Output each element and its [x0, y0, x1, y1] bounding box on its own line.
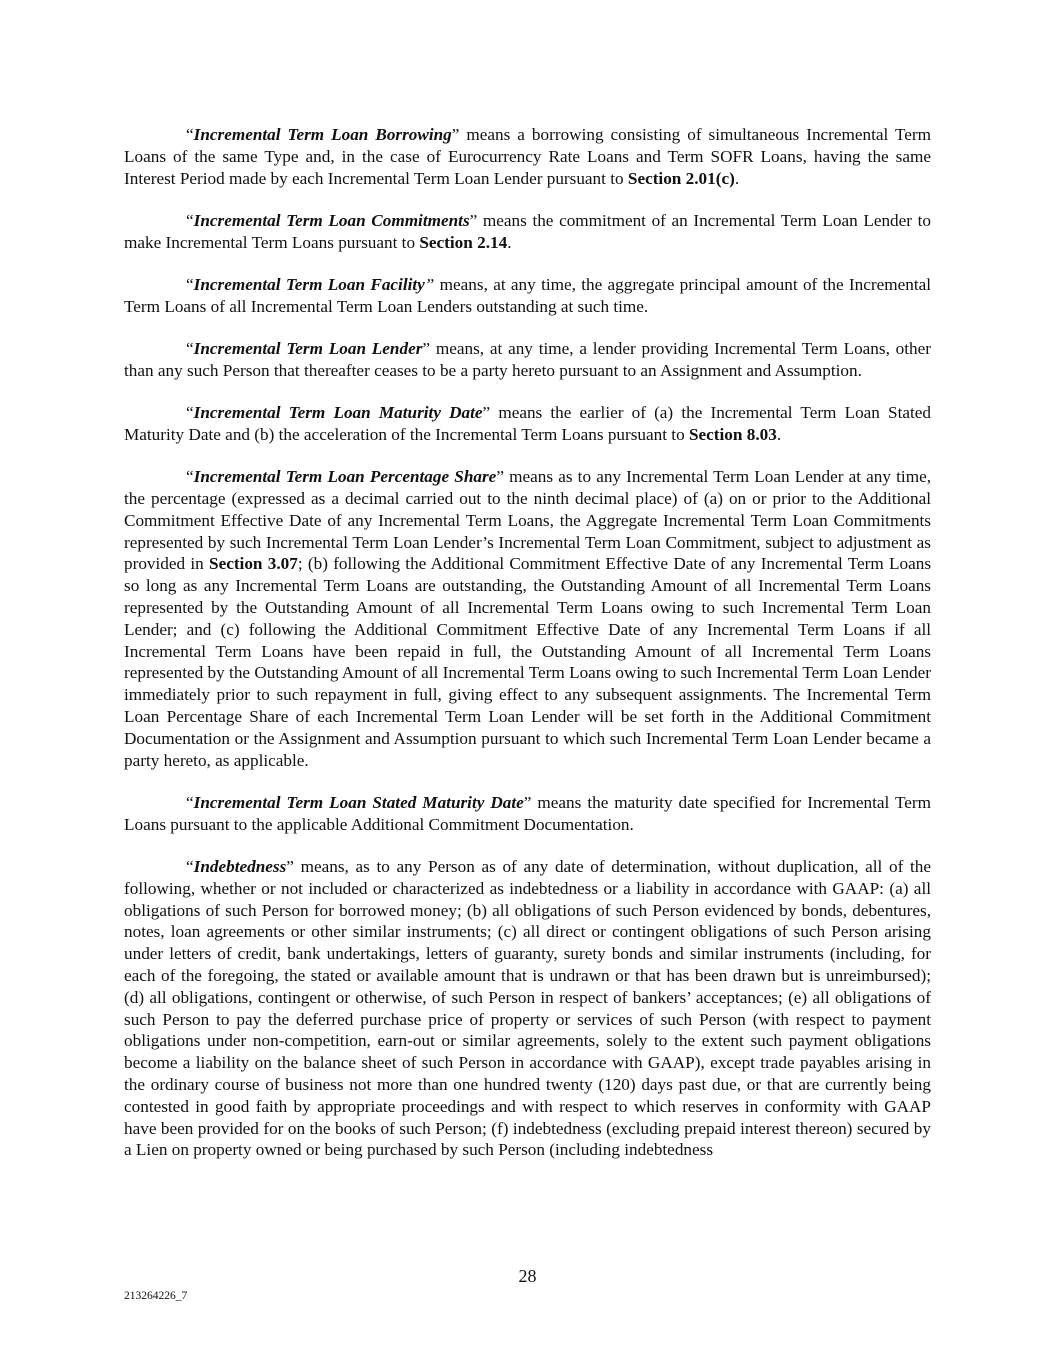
- definition-paragraph: “Incremental Term Loan Maturity Date” means the earlier of (a) the Incremental Term Loan Stated Maturity Date and (b) the acceleration of the Incremental Term Loans pursuant to Section 8.03.: [124, 403, 932, 444]
- defined-term: Incremental Term Loan Borrowing: [193, 125, 452, 144]
- defined-term: Incremental Term Loan Commitments: [193, 210, 470, 230]
- defined-term: Indebtedness: [193, 857, 287, 877]
- definition-paragraph: “Incremental Term Loan Stated Maturity Date” means the maturity date specified for Incremental Term Loans pursuant to the applicable Additional Commitment Documentation.: [124, 792, 931, 834]
- definition-text: means a borrowing consisting of simultaneous Incremental Term Loans of the same Type and, in the case of Eurocurrency Rate Loans and Term SOFR Loans, having the same Interest Period made by each Incremental Term Loan Lender pursuant to: [124, 125, 931, 188]
- definition-text: ; (b) following the Additional Commitment Effective Date of any Incremental Term Loans so long as any Incremental Term Loans are outstanding, the Outstanding Amount of all Incremental Term Loans represented by the Outstanding Amount of all Incremental Term Loans owing to such Incremental Term Loan Lender; and (c) following the Additional Commitment Effective Date of any Incremental Term Loans if all Incremental Term Loans have been repaid in full, the Outstanding Amount of all Incremental Term Loans represented by the Outstanding Amount of all Incremental Term Loans owing to such Incremental Term Loan Lender immediately prior to such repayment in full, giving effect to any subsequent assignments. The Incremental Term Loan Percentage Share of each Incremental Term Loan Lender will be set forth in the Additional Commitment Documentation or the Assignment and Assumption pursuant to which such Incremental Term Loan Lender became a party hereto, as applicable.: [124, 554, 932, 770]
- definition-text: means, at any time, the aggregate principal amount of the Incremental Term Loans of all Incremental Term Loan Lenders outstanding at such time.: [124, 274, 931, 316]
- definition-text: means, at any time, a lender providing Incremental Term Loans, other than any such Person that thereafter ceases to be a party hereto pursuant to an Assignment and Assumption.: [124, 339, 931, 380]
- definition-text: means as to any Incremental Term Loan Lender at any time, the percentage (expressed as a decimal carried out to the ninth decimal place) of (a) on or prior to the Additional Commitment Effective Date of any Incremental Term Loans, the Aggregate Incremental Term Loan Commitments represented by such Incremental Term Loan Lender’s Incremental Term Loan Commitment, subject to adjustment as provided in: [124, 467, 931, 574]
- definition-text: means, as to any Person as of any date of determination, without duplication, all of the following, whether or not included or characterized as indebtedness or a liability in accordance with GAAP: (a) all obligations of such Person for borrowed money; (b) all obligations of such Person evidenced by bonds, debentures, notes, loan agreements or other similar instruments; (c) all direct or contingent obligations of such Person arising under letters of credit, bank undertakings, letters of guaranty, surety bonds and similar instruments (including, for each of the foregoing, the stated or available amount that is undrawn or that has been drawn but is unreimbursed); (d) all obligations, contingent or otherwise, of such Person in respect of bankers’ acceptances; (e) all obligations of such Person to pay the deferred purchase price of property or services of such Person (with respect to payment obligations under non-competition, earn-out or similar agreements, solely to the extent such payment obligations become a liability on the balance sheet of such Person in accordance with GAAP), except trade payables arising in the ordinary course of business not more than one hundred twenty (120) days past due, or that are currently being contested in good faith by appropriate proceedings and with respect to which reserves in conformity with GAAP have been provided for on the books of such Person; (f) indebtedness (excluding prepaid interest thereon) secured by a Lien on property owned or being purchased by such Person (including indebtedness: [124, 857, 931, 1160]
- section-reference: Section 2.01(c): [627, 168, 735, 188]
- page-number: 28: [518, 1266, 537, 1286]
- close-quote: ”: [424, 274, 435, 294]
- definition-text: means the commitment of an Incremental Term Loan Lender to make Incremental Term Loans pursuant to: [124, 210, 931, 252]
- defined-term: Incremental Term Loan Percentage Share: [193, 467, 497, 487]
- definition-text: means the maturity date specified for Incremental Term Loans pursuant to the applicable Additional Commitment Documentation.: [124, 792, 931, 834]
- definition-paragraph: “Incremental Term Loan Borrowing” means a borrowing consisting of simultaneous Incremental Term Loans of the same Type and, in the case of Eurocurrency Rate Loans and Term SOFR Loans, having the same Interest Period made by each Incremental Term Loan Lender pursuant to Section 2.01(c).: [124, 125, 931, 188]
- defined-term: Incremental Term Loan Facility: [193, 274, 425, 294]
- definition-paragraph: “Indebtedness” means, as to any Person as of any date of determination, without duplication, all of the following, whether or not included or characterized as indebtedness or a liability in accordance with GAAP: (a) all obligations of such Person for borrowed money; (b) all obligations of such Person evidenced by bonds, debentures, notes, loan agreements or other similar instruments; (c) all direct or contingent obligations of such Person arising under letters of credit, bank undertakings, letters of guaranty, surety bonds and similar instruments (including, for each of the foregoing, the stated or available amount that is undrawn or that has been drawn but is unreimbursed); (d) all obligations, contingent or otherwise, of such Person in respect of bankers’ acceptances; (e) all obligations of such Person to pay the deferred purchase price of property or services of such Person (with respect to payment obligations under non-competition, earn-out or similar agreements, solely to the extent such payment obligations become a liability on the balance sheet of such Person in accordance with GAAP), except trade payables arising in the ordinary course of business not more than one hundred twenty (120) days past due, or that are currently being contested in good faith by appropriate proceedings and with respect to which reserves in conformity with GAAP have been provided for on the books of such Person; (f) indebtedness (excluding prepaid interest thereon) secured by a Lien on property owned or being purchased by such Person (including indebtedness: [124, 857, 931, 1160]
- defined-term: Incremental Term Loan Lender: [193, 339, 423, 359]
- section-reference: Section 2.14: [419, 232, 508, 252]
- section-reference: Section 3.07: [209, 554, 298, 574]
- document-body: [124, 124, 931, 1182]
- defined-term: Incremental Term Loan Stated Maturity Date: [193, 792, 524, 812]
- definition-text: .: [776, 424, 782, 444]
- definition-text: means the earlier of (a) the Incremental Term Loan Stated Maturity Date and (b) the acceleration of the Incremental Term Loans pursuant to: [124, 403, 932, 444]
- document-id: 213264226_7: [124, 1290, 188, 1302]
- definition-text: .: [507, 232, 512, 252]
- definition-paragraph: “Incremental Term Loan Commitments” means the commitment of an Incremental Term Loan Lender to make Incremental Term Loans pursuant to Section 2.14.: [124, 210, 931, 252]
- definition-paragraph: “Incremental Term Loan Lender” means, at any time, a lender providing Incremental Term Loans, other than any such Person that thereafter ceases to be a party hereto pursuant to an Assignment and Assumption.: [124, 339, 931, 380]
- definition-paragraph: “Incremental Term Loan Facility” means, at any time, the aggregate principal amount of the Incremental Term Loans of all Incremental Term Loan Lenders outstanding at such time.: [124, 274, 931, 316]
- definition-text: .: [734, 168, 740, 188]
- defined-term: Incremental Term Loan Maturity Date: [193, 403, 483, 423]
- section-reference: Section 8.03: [688, 424, 777, 444]
- definition-paragraph: “Incremental Term Loan Percentage Share” means as to any Incremental Term Loan Lender at any time, the percentage (expressed as a decimal carried out to the ninth decimal place) of (a) on or prior to the Additional Commitment Effective Date of any Incremental Term Loans, the Aggregate Incremental Term Loan Commitments represented by such Incremental Term Loan Lender’s Incremental Term Loan Commitment, subject to adjustment as provided in Section 3.07; (b) following the Additional Commitment Effective Date of any Incremental Term Loans so long as any Incremental Term Loans are outstanding, the Outstanding Amount of all Incremental Term Loans represented by the Outstanding Amount of all Incremental Term Loans owing to such Incremental Term Loan Lender; and (c) following the Additional Commitment Effective Date of any Incremental Term Loans if all Incremental Term Loans have been repaid in full, the Outstanding Amount of all Incremental Term Loans represented by the Outstanding Amount of all Incremental Term Loans owing to such Incremental Term Loan Lender immediately prior to such repayment in full, giving effect to any subsequent assignments. The Incremental Term Loan Percentage Share of each Incremental Term Loan Lender will be set forth in the Additional Commitment Documentation or the Assignment and Assumption pursuant to which such Incremental Term Loan Lender became a party hereto, as applicable.: [124, 467, 932, 770]
